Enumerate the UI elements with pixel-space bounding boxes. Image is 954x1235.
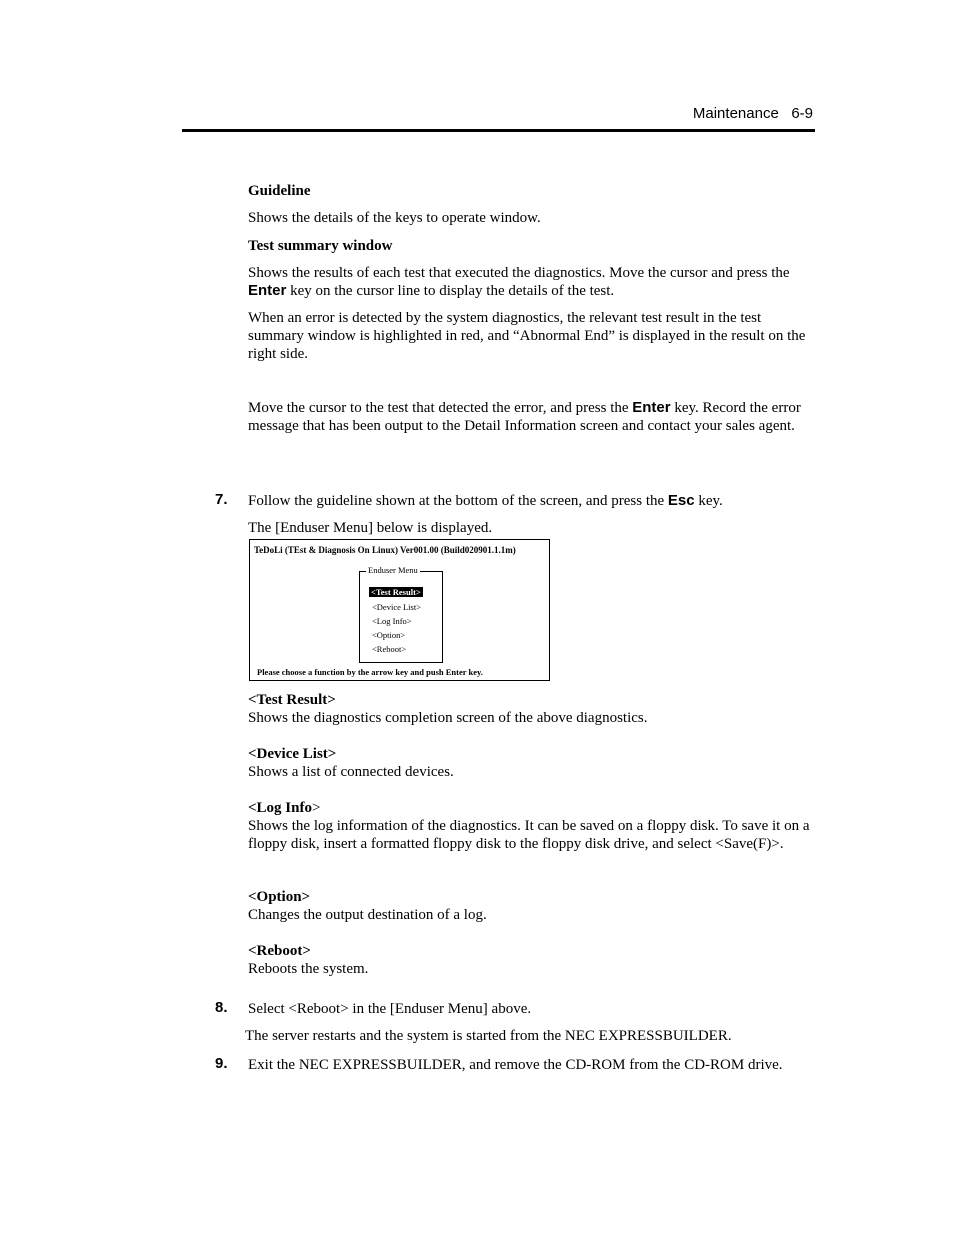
option-desc-device-list: Shows a list of connected devices. — [248, 764, 454, 780]
header-rule — [182, 129, 815, 132]
screen-title: TeDoLi (TEst & Diagnosis On Linux) Ver001.00 (Build020901.1.1m) — [254, 545, 516, 555]
step-7-subtext: The [Enduser Menu] below is displayed. — [248, 520, 493, 536]
enduser-menu-screen — [249, 539, 550, 681]
option-desc-log-info: Shows the log information of the diagnostics. It can be saved on a floppy disk. To save it on a floppy disk, insert a formatted floppy disk to the floppy disk drive, and select <Save(F)>. — [248, 818, 810, 852]
enter-key-label: Enter — [248, 282, 287, 299]
header-section: Maintenance — [692, 105, 779, 122]
option-heading-option: <Option> — [248, 889, 311, 905]
menu-item-option[interactable]: <Option> — [372, 630, 406, 640]
option-heading-test-result: <Test Result> — [248, 692, 336, 708]
page-header — [693, 105, 813, 122]
option-desc-option: Changes the output destination of a log. — [248, 907, 487, 923]
summary-paragraph-3 — [248, 399, 814, 435]
enter-key-label: Enter — [632, 399, 671, 416]
summary-p3-text-end: key. Record the error message that has been output to the Detail Information screen and contact your sales agent. — [248, 400, 801, 434]
option-heading-device-list: <Device List> — [248, 746, 337, 762]
step-7-text-end: key. — [694, 493, 723, 509]
step-8-subtext: The server restarts and the system is started from the NEC EXPRESSBUILDER. — [245, 1028, 732, 1044]
menu-item-test-result[interactable]: <Test Result> — [371, 587, 421, 597]
option-heading-log-info-bold: <Log Info — [248, 800, 312, 816]
option-heading-log-info-plain: > — [311, 800, 321, 816]
guideline-heading: Guideline — [248, 183, 311, 199]
menu-item-log-info[interactable]: <Log Info> — [372, 616, 412, 626]
menu-item-device-list[interactable]: <Device List> — [372, 602, 422, 612]
summary-p1-text: Shows the results of each test that executed the diagnostics. Move the cursor and press the — [248, 265, 790, 281]
option-desc-reboot: Reboots the system. — [248, 961, 369, 977]
menu-item-reboot[interactable]: <Reboot> — [372, 644, 407, 654]
option-heading-reboot: <Reboot> — [248, 943, 311, 959]
screen-footer: Please choose a function by the arrow key and push Enter key. — [257, 667, 483, 677]
option-desc-test-result: Shows the diagnostics completion screen of the above diagnostics. — [248, 710, 648, 726]
esc-key-label: Esc — [667, 492, 695, 509]
header-page-number: 6-9 — [791, 105, 813, 122]
step-7-text-start: Follow the guideline shown at the bottom of the screen, and press the — [248, 493, 668, 509]
step-9-number: 9. — [215, 1055, 228, 1072]
step-7-text — [248, 492, 818, 510]
summary-paragraph-2: When an error is detected by the system diagnostics, the relevant test result in the test summary window is highlighted in red, and “Abnormal End” is displayed in the result on the right side. — [248, 310, 806, 362]
menu-label: Enduser Menu — [368, 565, 418, 575]
step-8-text: Select <Reboot> in the [Enduser Menu] above. — [248, 1001, 532, 1017]
guideline-body: Shows the details of the keys to operate window. — [248, 210, 541, 226]
option-heading-log-info — [248, 799, 818, 817]
step-9-text: Exit the NEC EXPRESSBUILDER, and remove the CD-ROM from the CD-ROM drive. — [248, 1057, 783, 1073]
step-7-number: 7. — [215, 491, 228, 508]
summary-paragraph-1 — [248, 264, 818, 300]
summary-heading: Test summary window — [248, 238, 393, 254]
step-8-number: 8. — [215, 999, 228, 1016]
summary-p1-text-end: key on the cursor line to display the details of the test. — [286, 283, 615, 299]
summary-p3-text: Move the cursor to the test that detected the error, and press the — [248, 400, 633, 416]
